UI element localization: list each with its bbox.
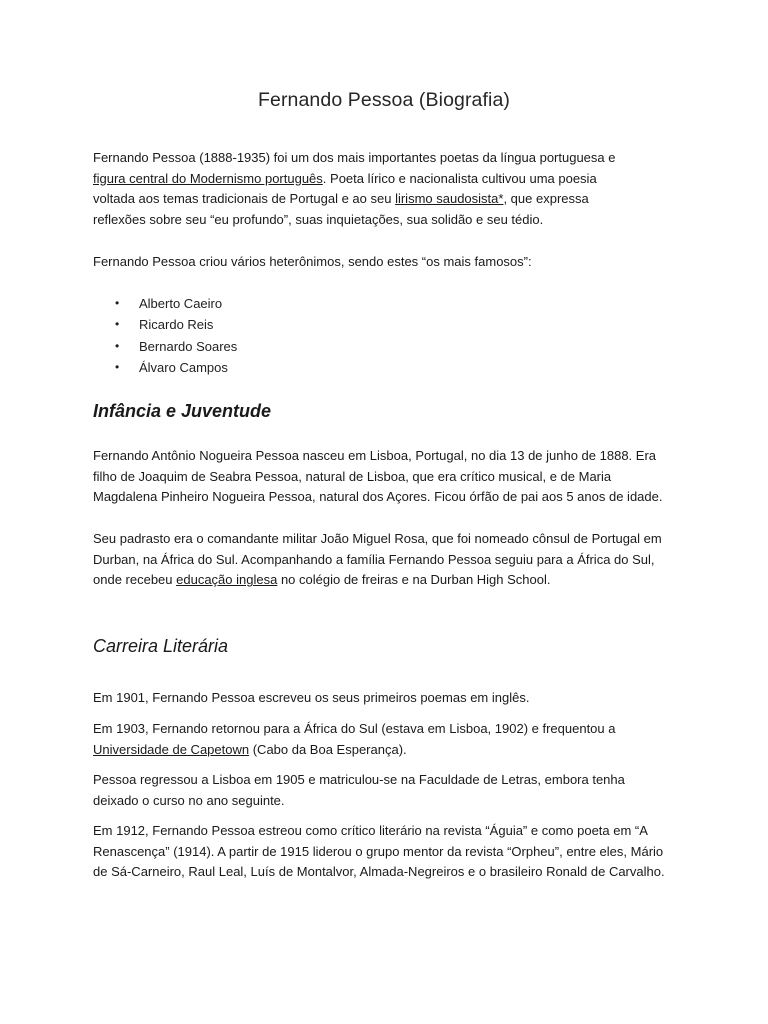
link-modernismo[interactable]: figura central do Modernismo português <box>93 170 323 186</box>
infancia-paragraph-2: Seu padrasto era o comandante militar João Miguel Rosa, que foi nomeado cônsul de Portugal em Durban, na África do Sul. Acompanhando a família Fernando Pessoa seguiu para a África do Sul, onde recebeu educação inglesa no colégio de freiras e na Durban High School. <box>93 531 662 588</box>
bullet-icon: • <box>115 359 120 374</box>
intro-line-1: Fernando Pessoa (1888-1935) foi um dos mais importantes poetas da língua portuguesa e <box>93 150 616 165</box>
intro-line-2: . Poeta lírico e nacionalista cultivou uma poesia <box>322 170 597 186</box>
section-heading-infancia: Infância e Juventude <box>93 401 272 421</box>
heteronyms-list <box>93 293 237 378</box>
link-educacao-inglesa[interactable]: educação inglesa <box>176 572 278 588</box>
section-heading-carreira: Carreira Literária <box>93 636 229 656</box>
intro-line-3-rest: , que expressa <box>503 191 589 207</box>
bullet-icon: • <box>115 317 120 332</box>
link-lirismo-saudosista[interactable]: lirismo saudosista* <box>395 191 504 207</box>
intro-line-3: voltada aos temas tradicionais de Portugal e ao seu <box>93 191 396 207</box>
carreira-paragraph-3: Pessoa regressou a Lisboa em 1905 e matriculou-se na Faculdade de Letras, embora tenha deixado o curso no ano seguinte. <box>93 772 625 808</box>
intro-line-4: reflexões sobre seu “eu profundo”, suas inquietações, sua solidão e seu tédio. <box>93 212 544 228</box>
bullet-icon: • <box>115 338 120 353</box>
carreira-paragraph-4: Em 1912, Fernando Pessoa estreou como crítico literário na revista “Águia” e como poeta em “A Renascença” (1914). A partir de 1915 liderou o grupo mentor da revista “Orpheu”, entre eles, Mário de Sá-Carneiro, Raul Leal, Luís de Montalvor, Almada-Negreiros e o brasileiro Ronald de Carvalho. <box>93 823 665 880</box>
list-item: • Alberto Caeiro <box>93 293 237 314</box>
list-item: • Ricardo Reis <box>93 314 237 335</box>
carreira-paragraph-1: Em 1901, Fernando Pessoa escreveu os seus primeiros poemas em inglês. <box>93 690 530 705</box>
heteronyms-intro: Fernando Pessoa criou vários heterônimos, sendo estes “os mais famosos”: <box>93 254 532 269</box>
bullet-icon: • <box>115 296 120 310</box>
intro-paragraph <box>93 148 673 231</box>
document-title: Fernando Pessoa (Biografia) <box>257 89 510 111</box>
link-universidade-capetown[interactable]: Universidade de Capetown <box>93 741 250 757</box>
carreira-paragraph-2: Em 1903, Fernando retornou para a África do Sul (estava em Lisboa, 1902) e frequentou a Universidade de Capetown (Cabo da Boa Esperança). <box>93 721 616 757</box>
list-item: • Álvaro Campos <box>93 357 237 378</box>
infancia-paragraph-1: Fernando Antônio Nogueira Pessoa nasceu em Lisboa, Portugal, no dia 13 de junho de 1888. Era filho de Joaquim de Seabra Pessoa, natural de Lisboa, que era crítico musical, e de Maria Magdalena Pinheiro Nogueira Pessoa, natural dos Açores. Ficou órfão de pai aos 5 anos de idade. <box>93 448 663 505</box>
list-item: • Bernardo Soares <box>93 336 237 357</box>
